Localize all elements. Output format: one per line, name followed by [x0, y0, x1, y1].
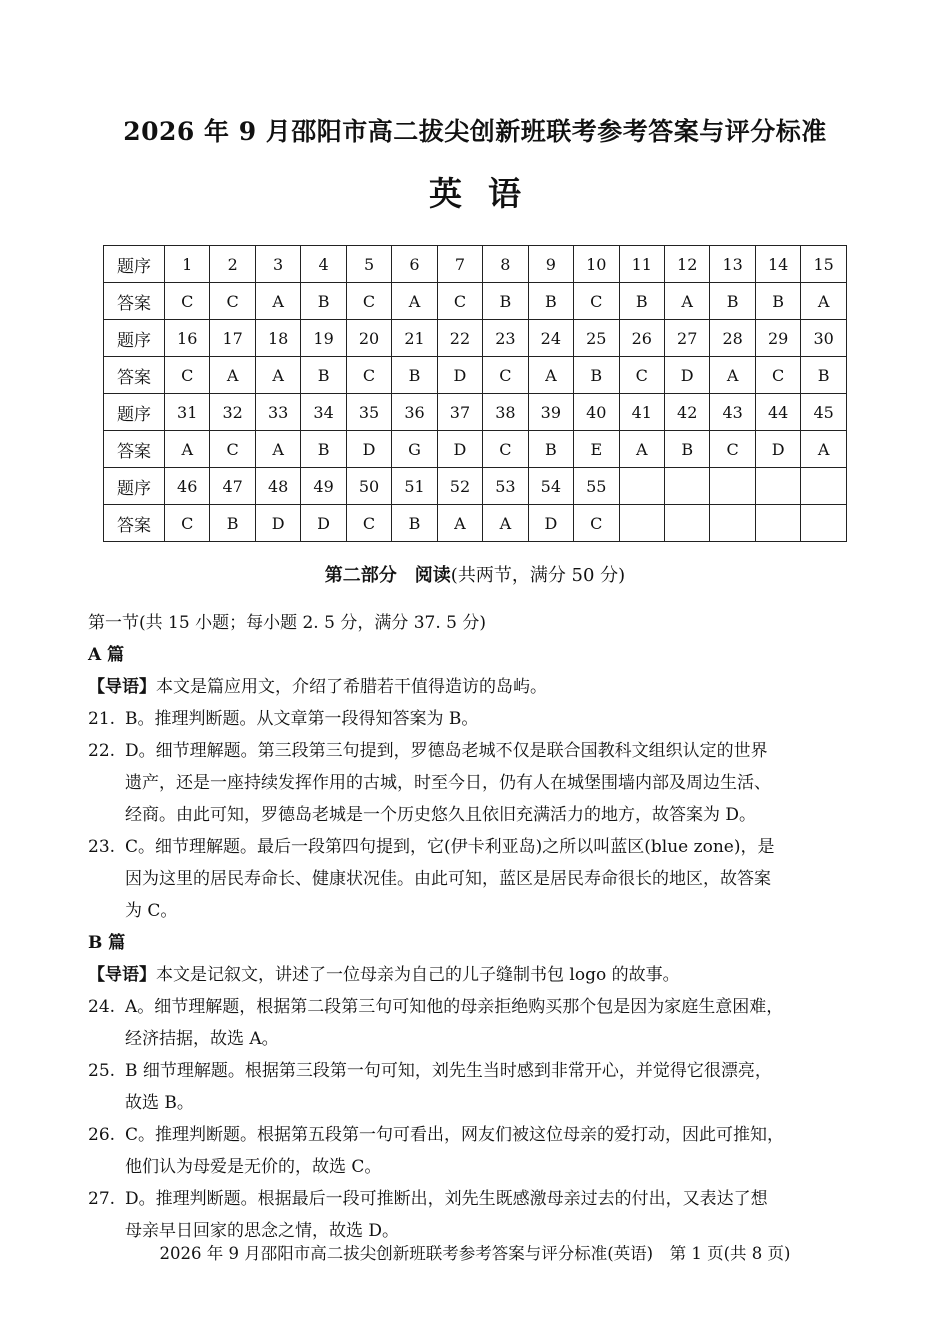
table-cell: D — [437, 431, 482, 468]
table-cell: C — [574, 283, 619, 320]
table-cell: C — [165, 357, 210, 394]
table-cell: A — [801, 431, 847, 468]
table-cell: 44 — [755, 394, 800, 431]
row-label: 题序 — [104, 246, 165, 283]
table-cell: 13 — [710, 246, 755, 283]
table-cell — [801, 505, 847, 542]
question-item — [88, 1055, 868, 1119]
table-cell: C — [574, 505, 619, 542]
table-cell: C — [483, 431, 528, 468]
row-label: 答案 — [104, 505, 165, 542]
table-cell: C — [165, 283, 210, 320]
question-number: 21. — [88, 709, 116, 729]
question-text-line: A。细节理解题，根据第二段第三句可知他的母亲拒绝购买那个包是因为家庭生意困难， — [125, 997, 784, 1017]
table-cell: C — [346, 357, 391, 394]
table-cell — [755, 468, 800, 505]
passage-b-title: B 篇 — [88, 933, 126, 953]
table-cell: 54 — [528, 468, 573, 505]
table-cell: 8 — [483, 246, 528, 283]
part-heading-rest: (共两节，满分 50 分) — [450, 565, 626, 586]
question-number: 22. — [88, 741, 116, 761]
row-label: 答案 — [104, 431, 165, 468]
table-cell: 45 — [801, 394, 847, 431]
table-cell: 31 — [165, 394, 210, 431]
intro-text: 本文是篇应用文，介绍了希腊若干值得造访的岛屿。 — [156, 677, 547, 697]
table-cell: D — [255, 505, 300, 542]
table-cell: B — [801, 357, 847, 394]
table-cell: C — [210, 283, 255, 320]
table-cell: 24 — [528, 320, 573, 357]
table-cell: 9 — [528, 246, 573, 283]
table-cell: 55 — [574, 468, 619, 505]
table-cell: 40 — [574, 394, 619, 431]
question-number: 24. — [88, 997, 116, 1017]
question-item — [88, 991, 868, 1055]
passage-a-questions — [88, 703, 868, 927]
table-cell: 47 — [210, 468, 255, 505]
table-cell: 10 — [574, 246, 619, 283]
table-cell: 41 — [619, 394, 664, 431]
table-cell: A — [483, 505, 528, 542]
row-label: 答案 — [104, 357, 165, 394]
table-cell: B — [392, 505, 437, 542]
table-cell: 21 — [392, 320, 437, 357]
table-cell: A — [392, 283, 437, 320]
passage-a-intro — [88, 671, 868, 703]
table-cell: B — [483, 283, 528, 320]
table-cell: 22 — [437, 320, 482, 357]
table-cell: E — [574, 431, 619, 468]
table-row — [104, 320, 847, 357]
table-cell: 36 — [392, 394, 437, 431]
table-cell: 30 — [801, 320, 847, 357]
table-cell: 33 — [255, 394, 300, 431]
table-row — [104, 431, 847, 468]
table-cell: A — [619, 431, 664, 468]
passage-b-questions — [88, 991, 868, 1247]
table-cell: D — [528, 505, 573, 542]
answer-table — [103, 245, 847, 542]
intro-tag: 【导语】 — [88, 965, 156, 985]
table-cell: A — [255, 283, 300, 320]
table-cell — [619, 468, 664, 505]
table-row — [104, 505, 847, 542]
section-heading: 第一节(共 15 小题；每小题 2. 5 分，满分 37. 5 分) — [88, 613, 487, 633]
table-cell: 39 — [528, 394, 573, 431]
table-cell: 52 — [437, 468, 482, 505]
table-cell: C — [165, 505, 210, 542]
table-cell — [710, 468, 755, 505]
table-cell: 5 — [346, 246, 391, 283]
question-text-line: 故选 B。 — [125, 1093, 194, 1113]
question-text-line: C。细节理解题。最后一段第四句提到，它(伊卡利亚岛)之所以叫蓝区(blue zone)，是 — [125, 837, 775, 857]
table-cell: 46 — [165, 468, 210, 505]
table-cell: A — [710, 357, 755, 394]
table-cell: 11 — [619, 246, 664, 283]
table-cell: 20 — [346, 320, 391, 357]
question-text-line: 遗产，还是一座持续发挥作用的古城，时至今日，仍有人在城堡围墙内部及周边生活、 — [125, 773, 771, 793]
answer-explanations — [88, 607, 868, 1247]
table-cell: 37 — [437, 394, 482, 431]
table-cell: 7 — [437, 246, 482, 283]
table-cell: 35 — [346, 394, 391, 431]
table-cell: C — [619, 357, 664, 394]
table-cell: C — [437, 283, 482, 320]
question-text-line: C。推理判断题。根据第五段第一句可看出，网友们被这位母亲的爱打动，因此可推知， — [125, 1125, 785, 1145]
subject-title: 英语 — [429, 174, 547, 213]
table-cell: B — [528, 431, 573, 468]
question-number: 25. — [88, 1061, 116, 1081]
table-row — [104, 246, 847, 283]
intro-text: 本文是记叙文，讲述了一位母亲为自己的儿子缝制书包 logo 的故事。 — [156, 965, 680, 985]
table-row — [104, 357, 847, 394]
table-cell: 38 — [483, 394, 528, 431]
table-cell: 1 — [165, 246, 210, 283]
table-cell: D — [437, 357, 482, 394]
question-text-line: 因为这里的居民寿命长、健康状况佳。由此可知，蓝区是居民寿命很长的地区，故答案 — [125, 869, 771, 889]
table-cell — [664, 468, 709, 505]
table-cell: 32 — [210, 394, 255, 431]
table-cell: 2 — [210, 246, 255, 283]
table-cell: 53 — [483, 468, 528, 505]
table-cell — [619, 505, 664, 542]
row-label: 题序 — [104, 320, 165, 357]
table-cell: 4 — [301, 246, 346, 283]
question-item — [88, 735, 868, 831]
table-cell: 51 — [392, 468, 437, 505]
question-text-line: 他们认为母爱是无价的，故选 C。 — [125, 1157, 382, 1177]
table-cell: B — [301, 357, 346, 394]
question-text-line: B。推理判断题。从文章第一段得知答案为 B。 — [125, 709, 479, 729]
passage-b-intro — [88, 959, 868, 991]
table-cell: A — [664, 283, 709, 320]
question-item — [88, 1119, 868, 1183]
table-cell: 28 — [710, 320, 755, 357]
table-cell: B — [574, 357, 619, 394]
table-cell: C — [710, 431, 755, 468]
table-cell — [755, 505, 800, 542]
question-text-line: 为 C。 — [125, 901, 178, 921]
table-cell: 27 — [664, 320, 709, 357]
table-cell: 42 — [664, 394, 709, 431]
question-text-line: D。推理判断题。根据最后一段可推断出，刘先生既感激母亲过去的付出，又表达了想 — [125, 1189, 768, 1209]
table-cell: 26 — [619, 320, 664, 357]
table-cell: A — [255, 431, 300, 468]
table-cell: B — [301, 283, 346, 320]
table-cell: C — [346, 505, 391, 542]
question-item — [88, 1183, 868, 1247]
table-cell: B — [755, 283, 800, 320]
table-cell: 6 — [392, 246, 437, 283]
table-cell: 17 — [210, 320, 255, 357]
table-cell: 12 — [664, 246, 709, 283]
table-cell — [801, 468, 847, 505]
table-cell: C — [483, 357, 528, 394]
question-item — [88, 703, 868, 735]
question-number: 27. — [88, 1189, 116, 1209]
table-cell: 43 — [710, 394, 755, 431]
table-cell: 15 — [801, 246, 847, 283]
table-cell: 14 — [755, 246, 800, 283]
table-cell: 49 — [301, 468, 346, 505]
table-cell: B — [301, 431, 346, 468]
table-cell: A — [437, 505, 482, 542]
part-heading — [0, 561, 950, 587]
table-cell: A — [165, 431, 210, 468]
table-row — [104, 283, 847, 320]
table-row — [104, 394, 847, 431]
question-text-line: B 细节理解题。根据第三段第一句可知，刘先生当时感到非常开心，并觉得它很漂亮， — [125, 1061, 772, 1081]
table-cell: B — [392, 357, 437, 394]
table-cell — [710, 505, 755, 542]
intro-tag: 【导语】 — [88, 677, 156, 697]
question-text-line: 经济拮据，故选 A。 — [125, 1029, 279, 1049]
table-cell: 19 — [301, 320, 346, 357]
row-label: 题序 — [104, 394, 165, 431]
table-cell: C — [755, 357, 800, 394]
passage-a-title: A 篇 — [88, 645, 125, 665]
table-cell: D — [664, 357, 709, 394]
question-number: 23. — [88, 837, 116, 857]
table-cell: 34 — [301, 394, 346, 431]
table-cell: 29 — [755, 320, 800, 357]
table-cell: D — [755, 431, 800, 468]
page-footer: 2026 年 9 月邵阳市高二拔尖创新班联考参考答案与评分标准(英语) 第 1 页(共 8 页) — [159, 1244, 791, 1263]
question-text-line: D。细节理解题。第三段第三句提到，罗德岛老城不仅是联合国教科文组织认定的世界 — [125, 741, 768, 761]
table-cell: 50 — [346, 468, 391, 505]
table-cell: 48 — [255, 468, 300, 505]
table-cell: 18 — [255, 320, 300, 357]
row-label: 题序 — [104, 468, 165, 505]
table-cell: 23 — [483, 320, 528, 357]
page-title: 2026 年 9 月邵阳市高二拔尖创新班联考参考答案与评分标准 — [123, 117, 827, 146]
table-cell: B — [528, 283, 573, 320]
part-heading-main: 第二部分 阅读 — [324, 565, 451, 586]
row-label: 答案 — [104, 283, 165, 320]
table-cell: G — [392, 431, 437, 468]
table-cell: D — [301, 505, 346, 542]
table-cell: B — [710, 283, 755, 320]
table-cell — [664, 505, 709, 542]
table-row — [104, 468, 847, 505]
question-item — [88, 831, 868, 927]
table-cell: 16 — [165, 320, 210, 357]
table-cell: A — [801, 283, 847, 320]
table-cell: D — [346, 431, 391, 468]
question-text-line: 经商。由此可知，罗德岛老城是一个历史悠久且依旧充满活力的地方，故答案为 D。 — [125, 805, 757, 825]
table-cell: A — [255, 357, 300, 394]
table-cell: B — [210, 505, 255, 542]
table-cell: A — [528, 357, 573, 394]
question-number: 26. — [88, 1125, 116, 1145]
table-cell: 3 — [255, 246, 300, 283]
table-cell: C — [346, 283, 391, 320]
question-text-line: 母亲早日回家的思念之情，故选 D。 — [125, 1221, 400, 1241]
table-cell: B — [664, 431, 709, 468]
table-cell: C — [210, 431, 255, 468]
table-cell: B — [619, 283, 664, 320]
table-cell: A — [210, 357, 255, 394]
table-cell: 25 — [574, 320, 619, 357]
